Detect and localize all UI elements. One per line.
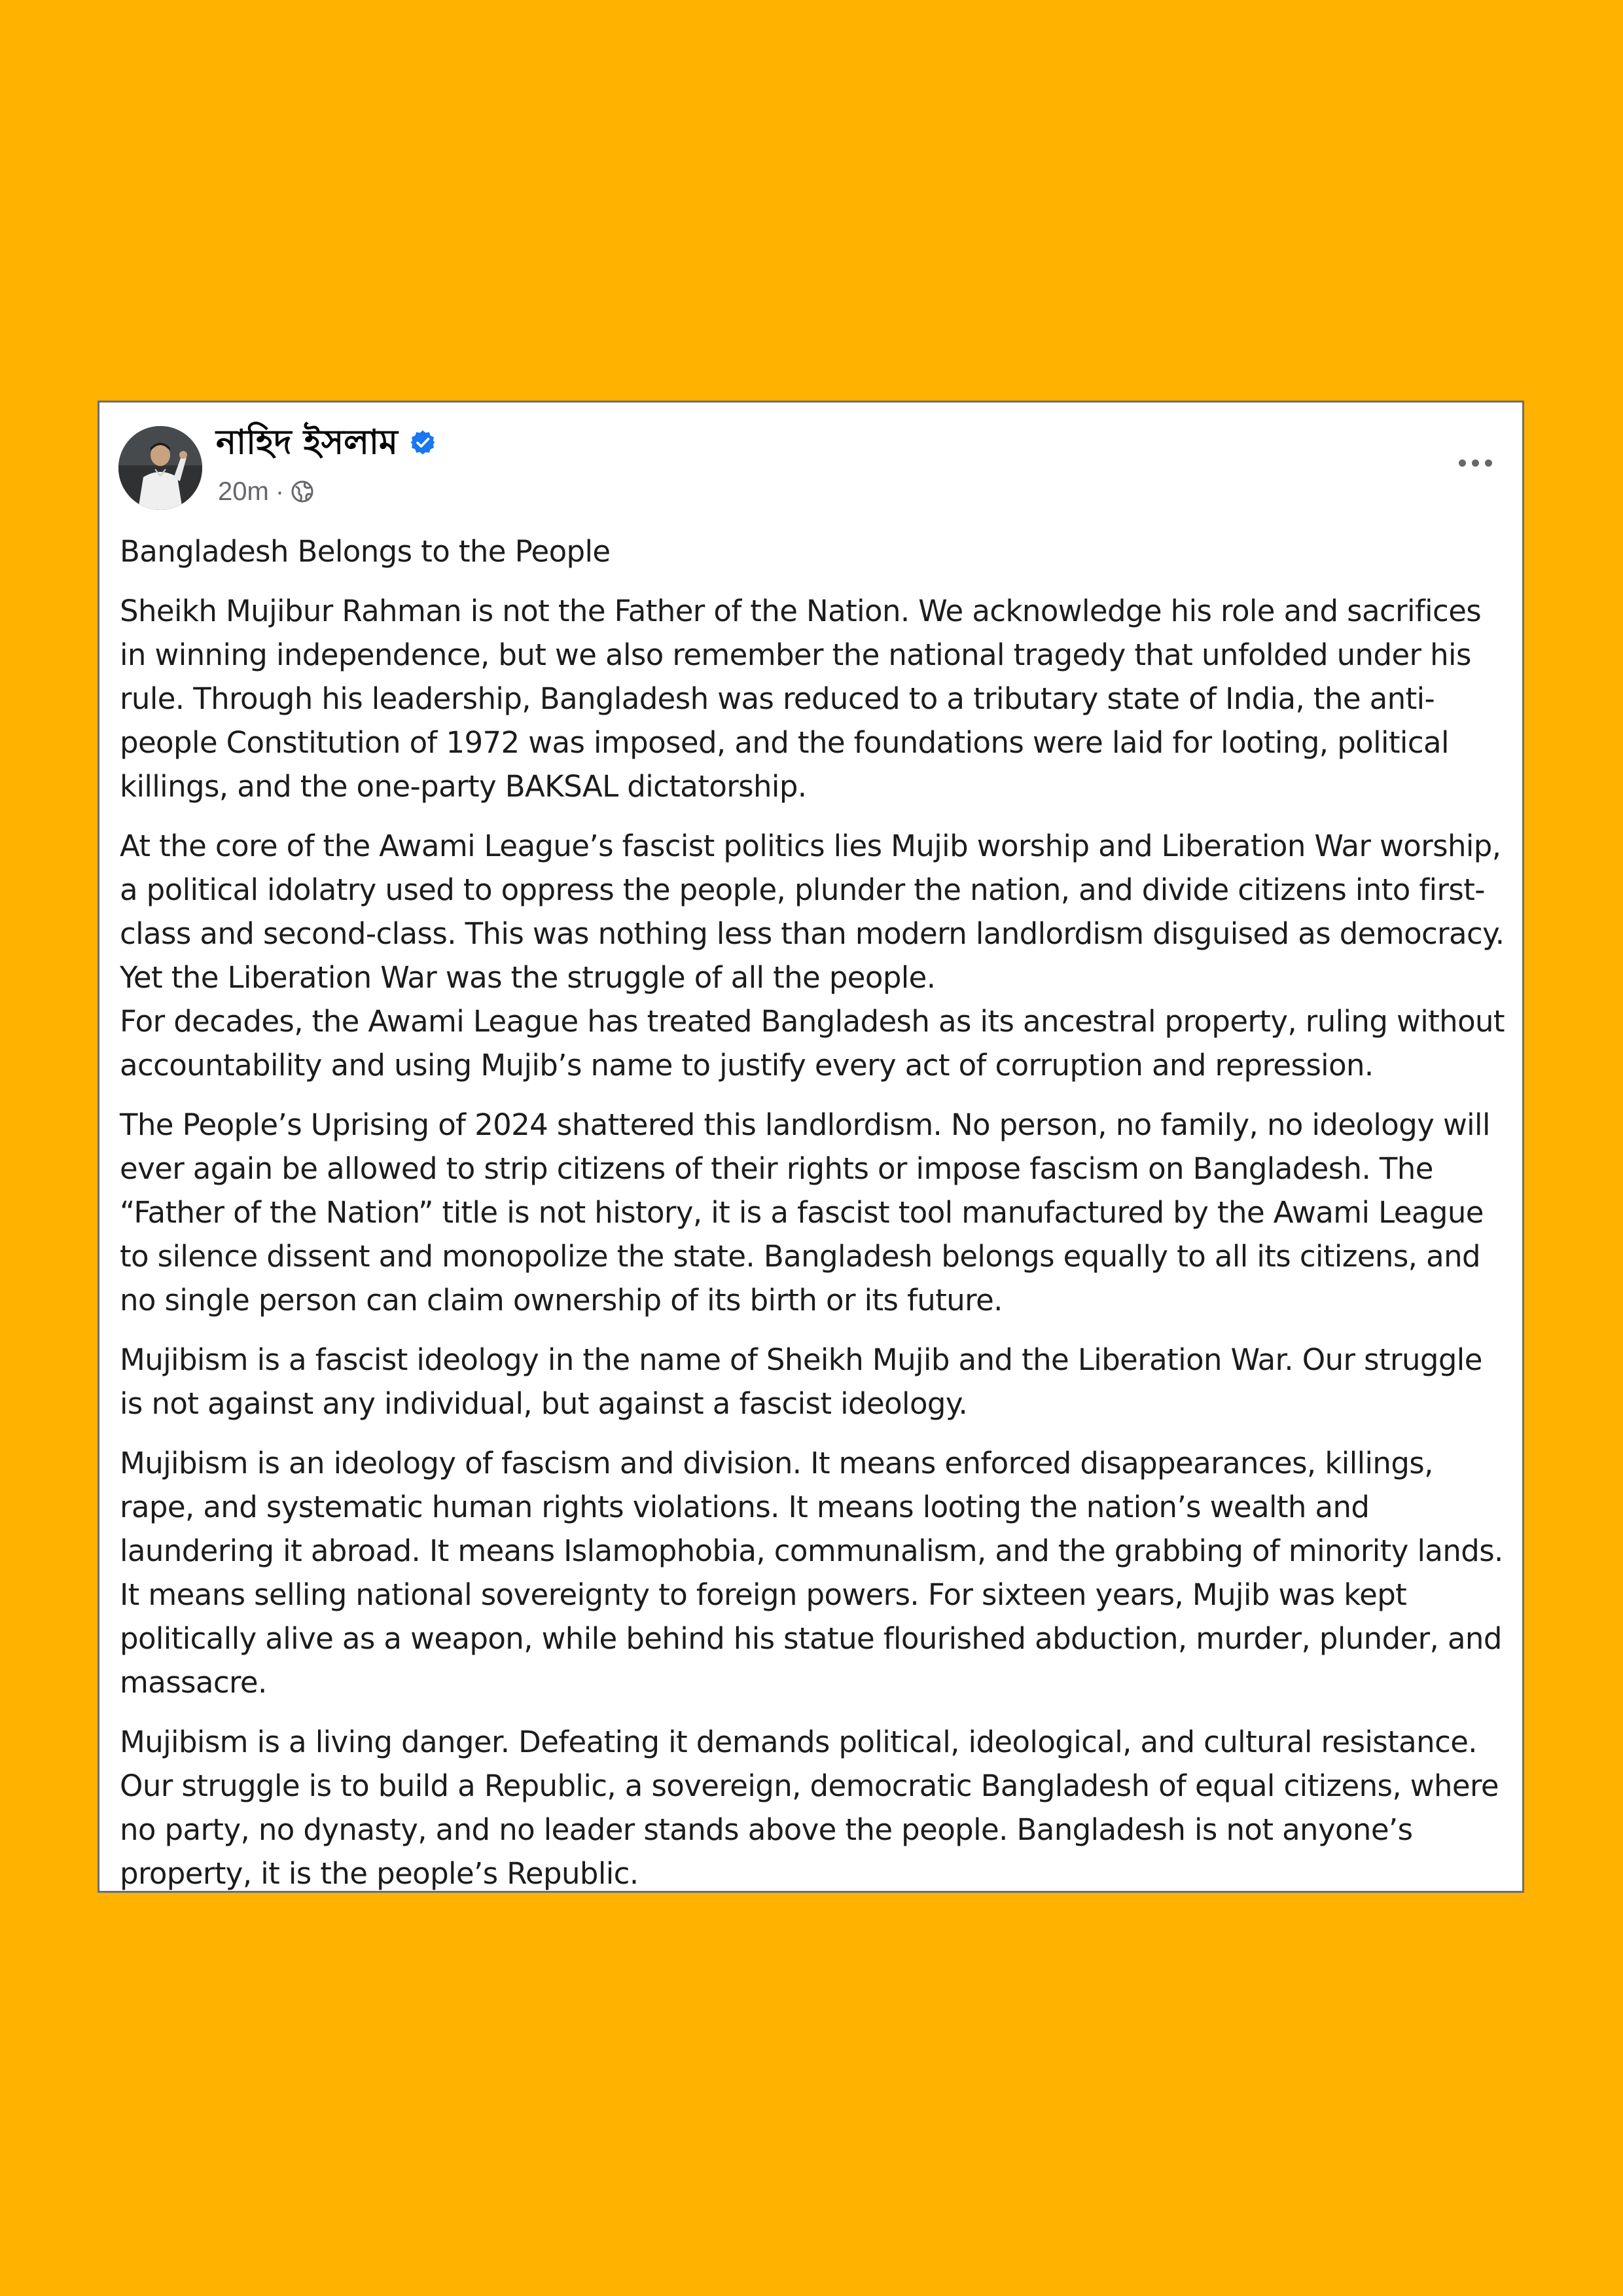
more-options-icon xyxy=(1485,459,1492,467)
post-paragraph: Mujibism is an ideology of fascism and division. It means enforced disappearances, killings, rape, and systematic human rights violations. It means looting the nation’s wealth and laundering it abroad. It means Islamophobia, communalism, and the grabbing of minority lands. It means selling national sovereignty to foreign powers. For sixteen years, Mujib was kept politically alive as a weapon, while behind his statue flourished abduction, murder, plunder, and massacre. xyxy=(120,1446,1503,1700)
post-card xyxy=(98,401,1524,1893)
post-meta xyxy=(218,476,314,507)
more-options-icon xyxy=(1472,459,1479,467)
post-paragraph: The People’s Uprising of 2024 shattered this landlordism. No person, no family, no ideology will ever again be allowed to strip citizens of their rights or impose fascism on Bangladesh. The “Father of the Nation” title is not history, it is a fascist tool manufactured by the Awami League to silence dissent and monopolize the state. Bangladesh belongs equally to all its citizens, and no single person can claim ownership of its birth or its future. xyxy=(120,1107,1490,1318)
post-paragraph: Mujibism is a living danger. Defeating it demands political, ideological, and cultural resistance. Our struggle is to build a Republic, a sovereign, democratic Bangladesh of equal citizens, where no party, no dynasty, and no leader stands above the people. Bangladesh is not anyone’s property, it is the people’s Republic. xyxy=(120,1725,1499,1891)
more-options-button[interactable] xyxy=(1452,448,1499,477)
author-name[interactable]: নাহিদ ইসলাম xyxy=(216,423,398,462)
more-options-icon xyxy=(1459,459,1466,467)
post-paragraph: For decades, the Awami League has treated Bangladesh as its ancestral property, ruling without accountability and using Mujib’s name to justify every act of corruption and repression. xyxy=(120,1004,1505,1083)
globe-icon[interactable] xyxy=(291,480,314,503)
author-avatar[interactable] xyxy=(118,426,202,510)
author-row xyxy=(216,422,436,463)
post-title: Bangladesh Belongs to the People xyxy=(120,534,611,569)
meta-separator: · xyxy=(275,477,285,506)
avatar-image xyxy=(118,426,202,510)
post-timestamp[interactable]: 20m xyxy=(218,477,269,506)
post-paragraph: Sheikh Mujibur Rahman is not the Father of the Nation. We acknowledge his role and sacrifices in winning independence, but we also remember the national tragedy that unfolded under his rule. Through his leadership, Bangladesh was reduced to a tributary state of India, the anti-people Constitution of 1972 was imposed, and the foundations were laid for looting, political killings, and the one-party BAKSAL dictatorship. xyxy=(120,594,1482,804)
post-body xyxy=(120,529,1510,1893)
verified-badge-icon xyxy=(410,429,436,456)
post-paragraph: At the core of the Awami League’s fascist politics lies Mujib worship and Liberation War worship, a political idolatry used to oppress the people, plunder the nation, and divide citizens into first-class and second-class. This was nothing less than modern landlordism disguised as democracy. Yet the Liberation War was the struggle of all the people. xyxy=(120,829,1505,995)
post-paragraph: Mujibism is a fascist ideology in the name of Sheikh Mujib and the Liberation War. Our struggle is not against any individual, but against a fascist ideology. xyxy=(120,1342,1482,1421)
